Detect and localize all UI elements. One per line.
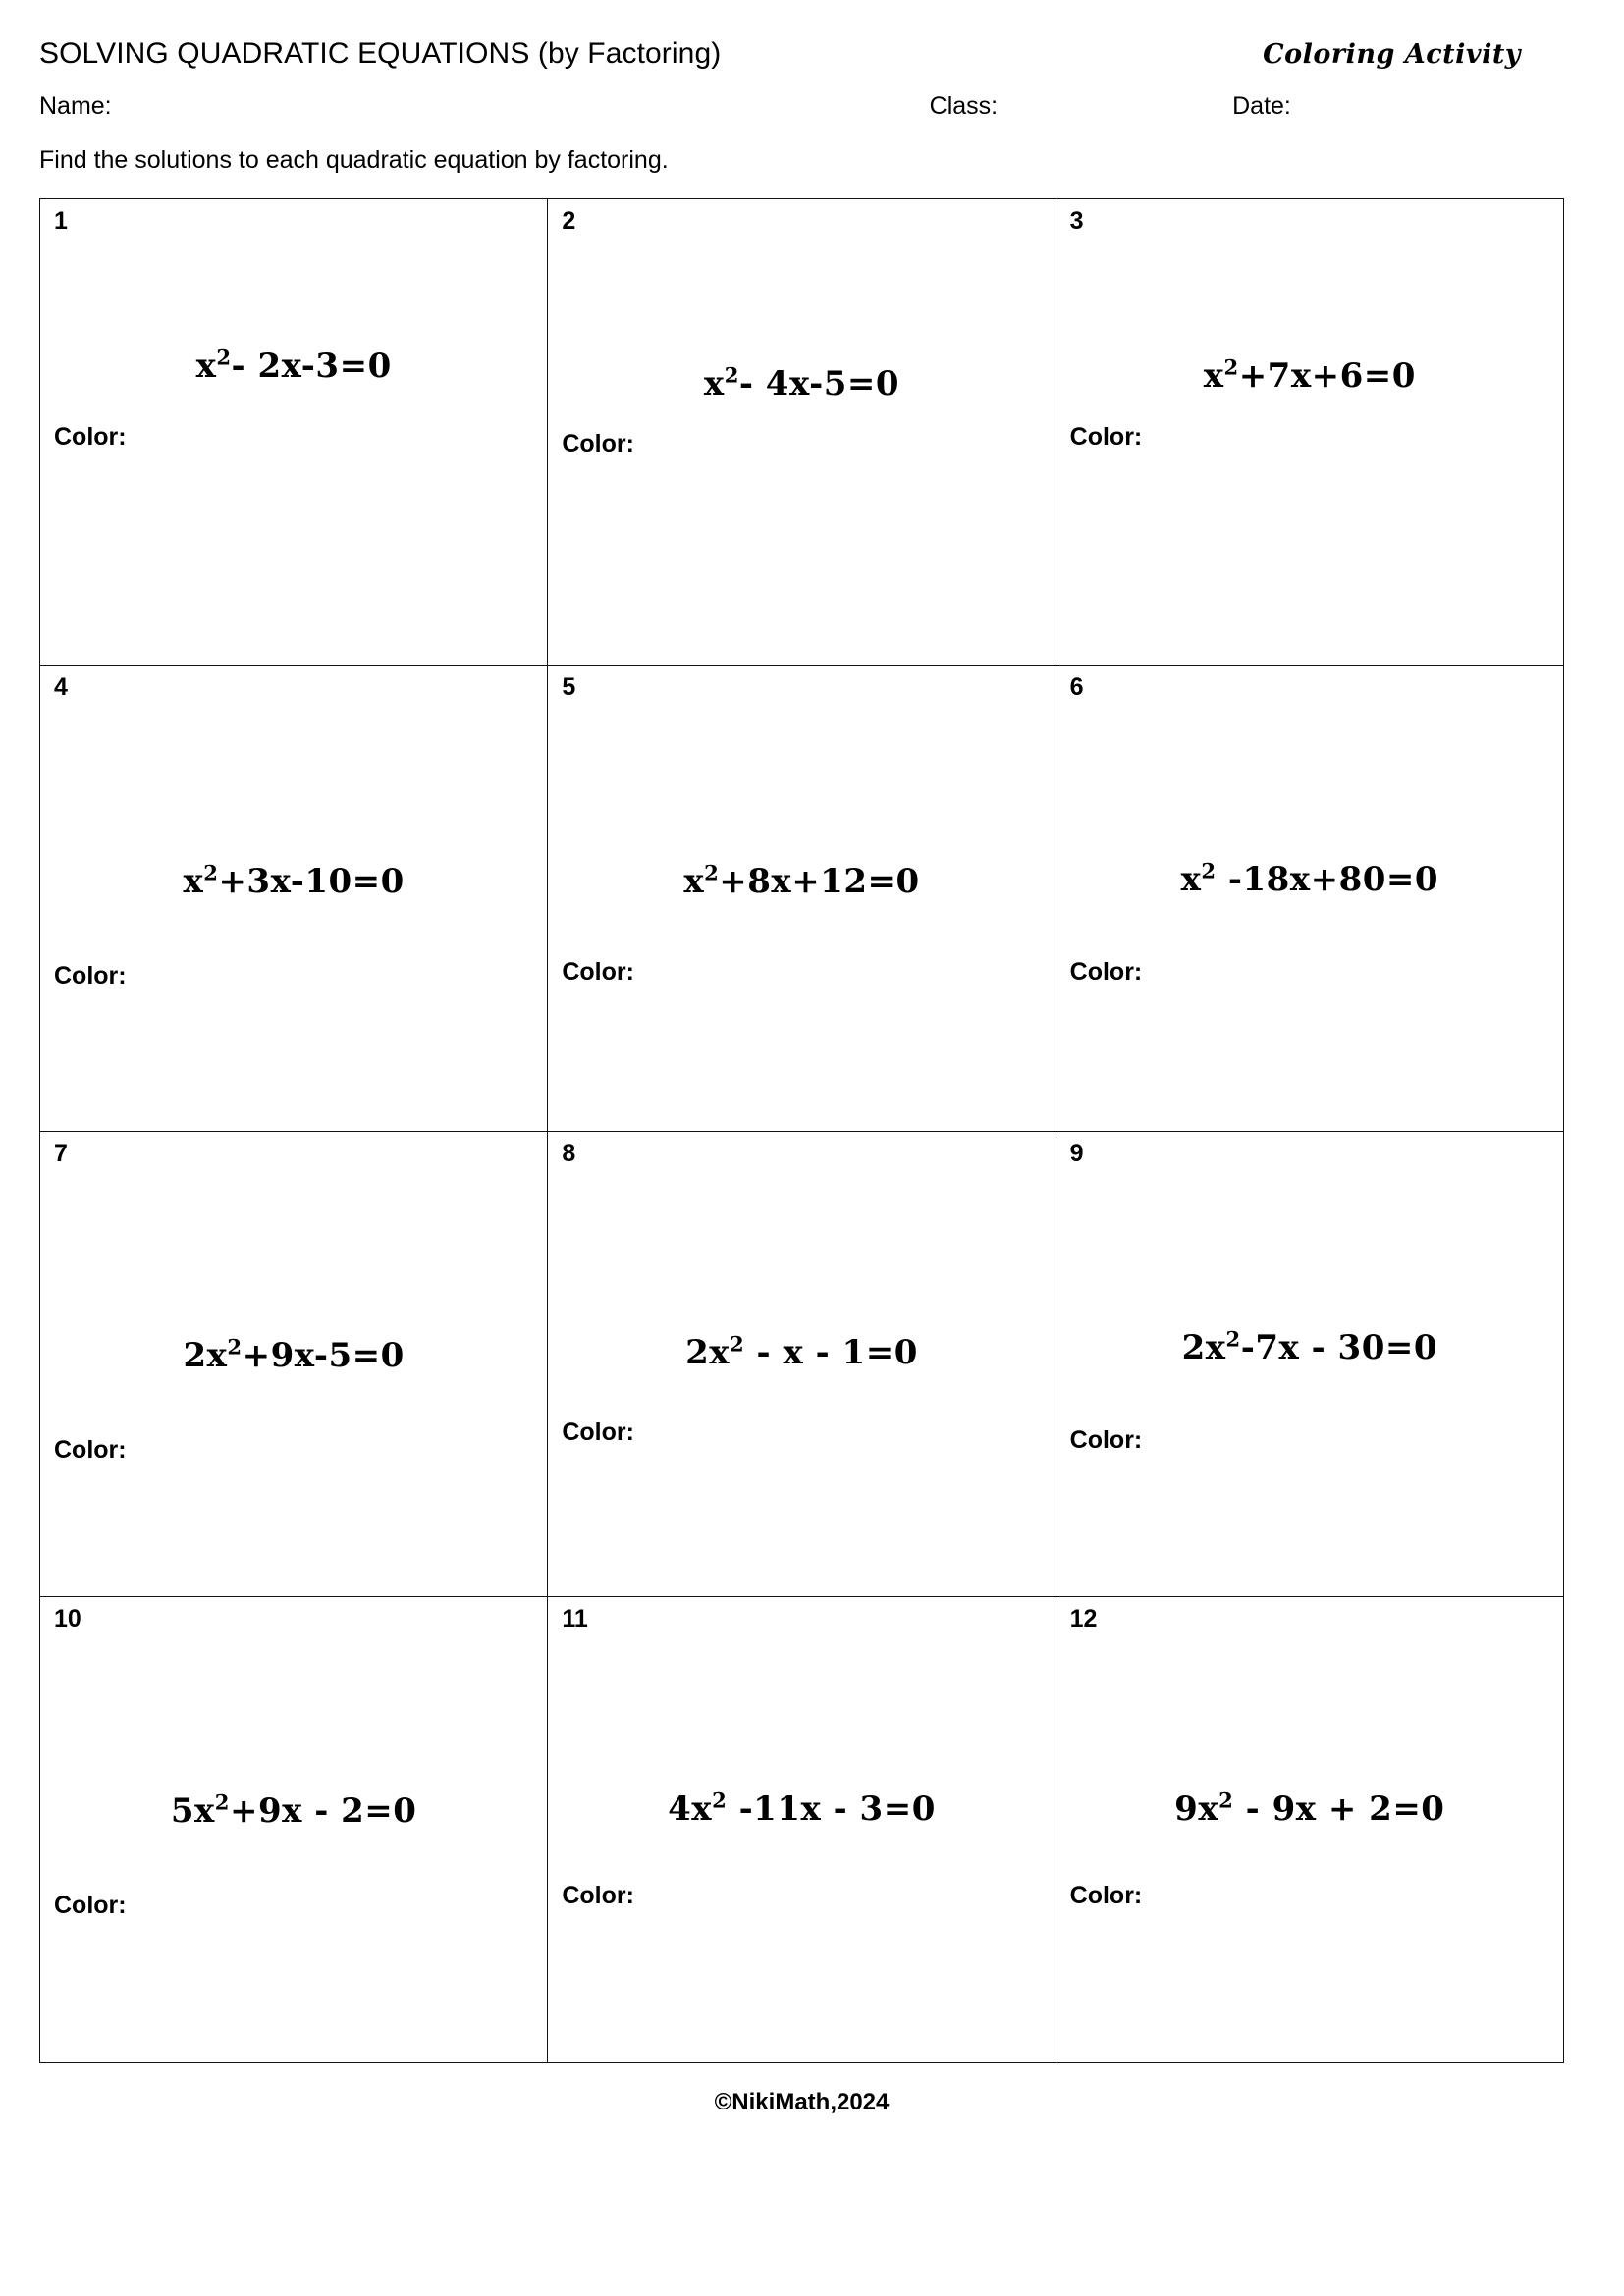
copyright-footer: ©NikiMath,2024: [714, 2089, 890, 2115]
date-field-label: Date:: [1232, 92, 1291, 120]
problem-number: 10: [54, 1605, 81, 1633]
problem-number: 3: [1069, 207, 1084, 235]
problem-number: 11: [562, 1605, 588, 1633]
problem-cell: [40, 666, 548, 1132]
problem-equation: $2x^2 - x - 1=0$: [685, 1331, 918, 1372]
activity-type-label: Coloring Activity: [1263, 39, 1521, 70]
color-answer-label: Color:: [1069, 423, 1143, 451]
color-answer-label: Color:: [1069, 957, 1143, 986]
problem-cell: [1056, 666, 1564, 1132]
problem-equation: $x^2-$ 4x-5=0: [703, 362, 900, 403]
color-answer-label: Color:: [1069, 1882, 1143, 1910]
problem-number: 2: [562, 207, 576, 235]
problem-number: 8: [562, 1139, 576, 1167]
problem-equation: $2x^2+9x-5=0$: [183, 1334, 405, 1375]
problem-equation: $4x^2$ -11x - 3=0: [668, 1788, 936, 1830]
student-info-row: [39, 92, 1555, 121]
page-title: SOLVING QUADRATIC EQUATIONS (by Factoring): [39, 37, 722, 70]
problem-equation: $x^2+8x+12=0$: [683, 860, 920, 901]
problem-equation: $2x^2-7x - 30=0$: [1181, 1326, 1438, 1367]
problem-number: 9: [1069, 1139, 1084, 1167]
color-answer-label: Color:: [562, 1417, 634, 1446]
problem-cell: [1056, 1597, 1564, 2063]
worksheet-header: [39, 37, 1555, 71]
problem-cell: [1056, 1132, 1564, 1598]
problem-cell: [1056, 199, 1564, 666]
problem-cell: [548, 1597, 1056, 2063]
name-field-label: Name:: [39, 92, 112, 120]
color-answer-label: Color:: [562, 1882, 634, 1910]
problem-equation: $x^2-$ 2x-3=0: [195, 345, 392, 386]
problem-number: 12: [1069, 1605, 1098, 1633]
problem-number: 6: [1069, 672, 1084, 701]
problem-number: 4: [54, 672, 68, 701]
instructions-text: Find the solutions to each quadratic equation by factoring.: [39, 146, 669, 174]
problem-equation: $x^2+3x-10=0$: [183, 860, 405, 901]
problem-cell: [548, 1132, 1056, 1598]
problem-equation: $x^2$ -18x+80=0: [1180, 858, 1439, 899]
problem-equation: $9x^2 - 9x + 2=0$: [1174, 1788, 1445, 1830]
problem-number: 7: [54, 1139, 68, 1167]
problems-grid: [39, 198, 1564, 2063]
problem-cell: [40, 199, 548, 666]
color-answer-label: Color:: [54, 1435, 127, 1464]
color-answer-label: Color:: [562, 957, 634, 986]
class-field-label: Class:: [929, 92, 999, 120]
problem-equation: $x^2+7x+6=0$: [1203, 354, 1416, 396]
problem-equation: $5x^2+9x - 2=0$: [170, 1789, 417, 1832]
problem-cell: [40, 1597, 548, 2063]
color-answer-label: Color:: [54, 961, 127, 989]
problem-cell: [548, 666, 1056, 1132]
problem-number: 5: [562, 672, 576, 701]
problem-cell: [40, 1132, 548, 1598]
color-answer-label: Color:: [1069, 1425, 1143, 1454]
problem-number: 1: [54, 207, 68, 235]
problem-cell: [548, 199, 1056, 666]
color-answer-label: Color:: [54, 1892, 127, 1920]
color-answer-label: Color:: [562, 430, 634, 457]
color-answer-label: Color:: [54, 423, 127, 451]
